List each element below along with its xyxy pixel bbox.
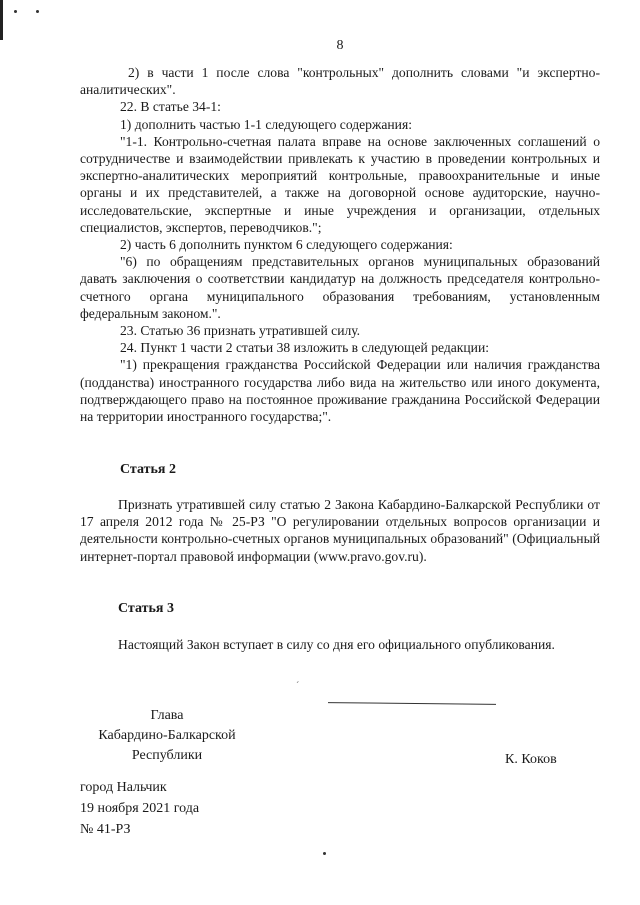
paragraph: Признать утратившей силу статью 2 Закона Кабардино-Балкарской Республики от 17 апреля 2012 года № 25-РЗ "О регулировании отдельных вопросов организации и деятельности контрольно-счетных органов муниципальных образований" (Официальный интернет-портал правовой информации (www.pravo.gov.ru).	[80, 497, 600, 564]
law-number: № 41-РЗ	[80, 822, 131, 837]
city: город Нальчик	[80, 780, 167, 795]
amendments-text	[80, 64, 600, 425]
signatory-title-line: Глава	[150, 708, 184, 723]
page-number: 8	[336, 38, 344, 53]
paragraph: "6) по обращениям представительных органов муниципальных образований давать заключения о соответствии кандидатур на должность председателя контрольно-счетного органа муниципального образования требованиям, установленным федеральным законом.".	[80, 254, 600, 321]
article-2-heading: Статья 2	[120, 462, 176, 477]
signature-line	[328, 702, 496, 705]
scan-speck	[323, 852, 326, 855]
article-3-heading: Статья 3	[118, 601, 174, 616]
scan-edge-mark	[0, 0, 3, 40]
signatory-title-line: Кабардино-Балкарской	[98, 728, 236, 743]
paragraph: 1) дополнить частью 1-1 следующего содержания:	[120, 116, 412, 132]
paragraph: 22. В статье 34-1:	[120, 99, 221, 115]
paragraph: "1) прекращения гражданства Российской Федерации или наличия гражданства (подданства) иностранного государства либо вида на жительство или иного документа, подтверждающего право на постоянное проживание гражданина Российской Федерации на территории иностранного государства;".	[80, 357, 600, 425]
date: 19 ноября 2021 года	[80, 801, 200, 816]
paragraph: 2) часть 6 дополнить пунктом 6 следующего содержания:	[120, 237, 453, 253]
paragraph: Настоящий Закон вступает в силу со дня его официального опубликования.	[118, 637, 555, 652]
signatory-title-line: Республики	[131, 748, 203, 763]
paragraph: 24. Пункт 1 части 2 статьи 38 изложить в следующей редакции:	[120, 340, 490, 356]
law-metadata	[80, 777, 199, 840]
article-3-text	[80, 636, 600, 653]
paragraph: "1-1. Контрольно-счетная палата вправе на основе заключенных соглашений о сотрудничестве и взаимодействии привлекать к участию в проведении контрольных и экспертно-аналитических мероприятий контрольные, правоохранительные и иные органы и их представителей, а также на договорной основе аудиторские, научно-исследовательские, экспертные и иные учреждения и организации, отдельных специалистов, экспертов, переводчиков.";	[80, 133, 600, 235]
article-2-text	[80, 496, 600, 565]
signature-mark: ˊ	[296, 681, 300, 692]
paragraph: 23. Статью 36 признать утратившей силу.	[120, 323, 361, 339]
signatory-name: К. Коков	[505, 752, 557, 767]
paragraph: 2) в части 1 после слова "контрольных" дополнить словами "и экспертно-аналитических".	[80, 65, 600, 98]
scan-speck	[36, 10, 39, 13]
scan-speck	[14, 10, 17, 13]
